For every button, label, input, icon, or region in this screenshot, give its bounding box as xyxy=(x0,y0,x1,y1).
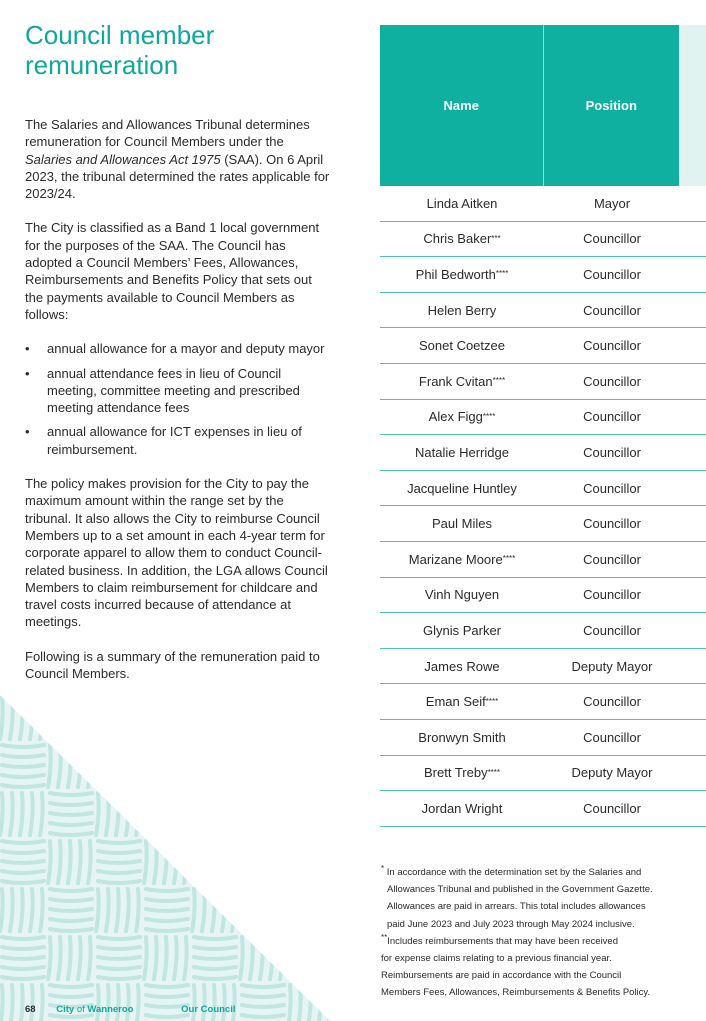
list-item: • annual allowance for a mayor and deputy mayor xyxy=(25,340,330,357)
table-row xyxy=(380,471,706,507)
list-item: • annual allowance for ICT expenses in lieu of reimbursement. xyxy=(25,423,330,458)
cell-name: Bronwyn Smith xyxy=(418,729,506,745)
cell-position: Councillor xyxy=(583,551,641,567)
cell-name: Jordan Wright xyxy=(421,800,503,816)
cell-position: Deputy Mayor xyxy=(571,765,653,781)
cell-name: Phil Bedworth **** xyxy=(415,266,509,282)
cell-name: Eman Seif **** xyxy=(425,694,499,710)
intro-paragraph-4: Following is a summary of the remuneration paid to Council Members. xyxy=(25,648,320,682)
cell-position: Councillor xyxy=(583,516,641,532)
page-footer xyxy=(25,1004,236,1015)
cell-position: Councillor xyxy=(583,622,641,638)
page-title: Council member remuneration xyxy=(25,20,215,80)
header-filler xyxy=(679,25,706,186)
footnote-2-line: Members Fees, Allowances, Reimbursements & Benefits Policy. xyxy=(381,987,651,999)
footer-section: Our Council xyxy=(181,1004,236,1015)
page-number: 68 xyxy=(25,1004,36,1015)
cell-name: Helen Berry xyxy=(427,302,497,318)
cell-position: Mayor xyxy=(593,195,631,211)
table-row xyxy=(380,186,706,222)
cell-name: Chris Baker *** xyxy=(423,231,501,247)
cell-name: Natalie Herridge xyxy=(415,444,509,460)
cell-position: Councillor xyxy=(583,444,641,460)
cell-name: Frank Cvitan **** xyxy=(418,373,506,389)
cell-position: Councillor xyxy=(583,729,641,745)
cell-name: Jacqueline Huntley xyxy=(407,480,517,496)
intro-paragraph-2: The City is classified as a Band 1 local government for the purposes of the SAA. The Council has adopted a Council Members’ Fees, Allowances, Reimbursements and Benefits Policy that sets out the payments available to Council Members as follows: xyxy=(25,220,320,322)
footnotes xyxy=(381,864,691,1002)
table-row xyxy=(380,222,706,258)
allowance-list xyxy=(25,340,330,458)
cell-position: Councillor xyxy=(583,587,641,603)
list-item: • annual attendance fees in lieu of Council meeting, committee meeting and prescribed meeting attendance fees xyxy=(25,365,330,417)
footer-city: City of Wanneroo xyxy=(56,1004,134,1015)
cell-position: Councillor xyxy=(583,409,641,425)
table-row xyxy=(380,649,706,685)
table-row xyxy=(380,364,706,400)
cell-name: Glynis Parker xyxy=(422,622,502,638)
intro-paragraph-3: The policy makes provision for the City to pay the maximum amount within the range set by the tribunal. It also allows the City to reimburse Council Members up to a set amount in each 4-year term for corporate apparel to allow them to conduct Council-related business. In addition, the LGA allows Council Members to claim reimbursement for childcare and travel costs incurred because of attendance at meetings. xyxy=(25,476,328,630)
table-body xyxy=(380,186,706,827)
cell-position: Councillor xyxy=(583,800,641,816)
table-row xyxy=(380,328,706,364)
cell-position: Councillor xyxy=(583,266,641,282)
cell-name: Alex Figg **** xyxy=(428,409,496,425)
remuneration-table xyxy=(380,25,706,827)
footnote-1-line: Allowances are paid in arrears. This total includes allowances xyxy=(387,901,646,913)
cell-position: Councillor xyxy=(583,480,641,496)
table-row xyxy=(380,542,706,578)
table-row xyxy=(380,400,706,436)
table-header xyxy=(380,25,706,186)
decorative-pattern xyxy=(0,695,330,1021)
header-position: Position xyxy=(544,25,680,186)
cell-position: Councillor xyxy=(583,231,641,247)
cell-name: James Rowe xyxy=(424,658,500,674)
cell-position: Deputy Mayor xyxy=(571,658,653,674)
cell-name: Sonet Coetzee xyxy=(418,338,505,354)
cell-name: Marizane Moore **** xyxy=(408,551,516,567)
cell-name: Vinh Nguyen xyxy=(424,587,500,603)
table-row xyxy=(380,435,706,471)
table-row xyxy=(380,720,706,756)
footnote-1-line: Allowances Tribunal and published in the Government Gazette. xyxy=(387,884,653,896)
header-name: Name xyxy=(380,25,544,186)
footnote-1: * In accordance with the determination set by the Salaries and xyxy=(381,863,642,878)
table-row xyxy=(380,756,706,792)
table-row xyxy=(380,293,706,329)
intro-paragraph-1: The Salaries and Allowances Tribunal determines remuneration for Council Members under the Salaries and Allowances Act 1975 (SAA). On 6 April 2023, the tribunal determined the rates applicable for 2023/24. xyxy=(25,117,330,202)
footnote-2-line: Reimbursements are paid in accordance with the Council xyxy=(381,970,622,982)
table-row xyxy=(380,791,706,827)
table-row xyxy=(380,506,706,542)
cell-name: Paul Miles xyxy=(432,516,492,532)
text-column xyxy=(25,20,330,699)
cell-position: Councillor xyxy=(583,302,641,318)
table-row xyxy=(380,684,706,720)
cell-name: Linda Aitken xyxy=(426,195,498,211)
footnote-1-line: paid June 2023 and July 2023 through May 2024 inclusive. xyxy=(387,918,635,930)
cell-position: Councillor xyxy=(583,694,641,710)
footnote-2-line: for expense claims relating to a previous financial year. xyxy=(381,953,612,965)
cell-name: Brett Treby **** xyxy=(423,765,501,781)
footnote-2: **Includes reimbursements that may have been received xyxy=(381,932,618,947)
table-row xyxy=(380,613,706,649)
table-row xyxy=(380,257,706,293)
table-row xyxy=(380,578,706,614)
cell-position: Councillor xyxy=(583,338,641,354)
cell-position: Councillor xyxy=(583,373,641,389)
